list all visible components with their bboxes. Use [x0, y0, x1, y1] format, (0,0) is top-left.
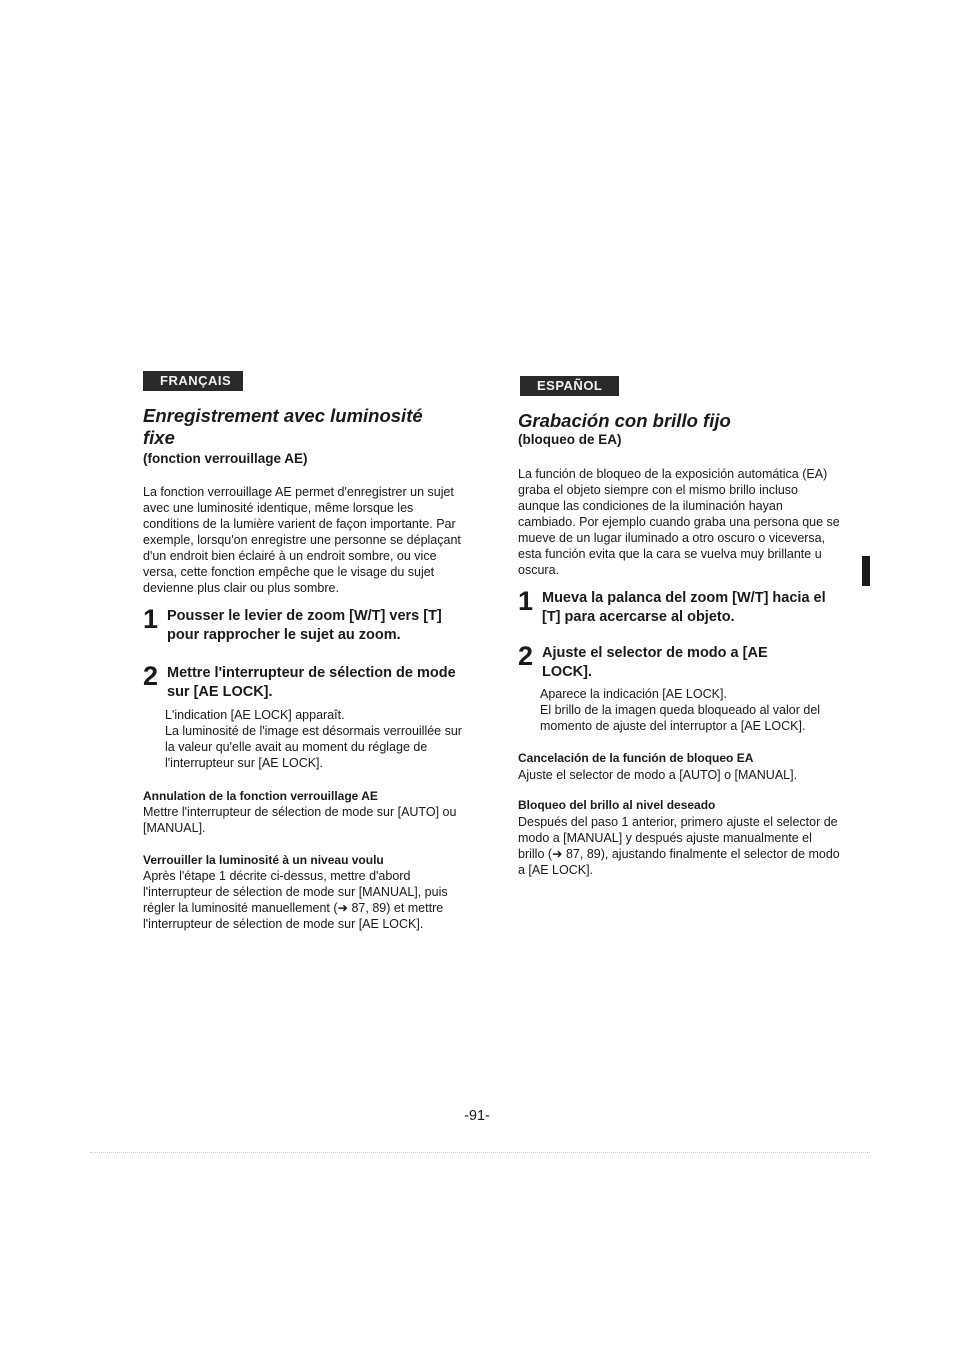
lock-text-es: Después del paso 1 anterior, primero ajuste el selector de modo a [MANUAL] y después ajuste manualmente el brillo (➜ 87, 89), ajustando finalmente el selector de modo a [AE LOCK]. [518, 815, 840, 877]
cancel-text-es: Ajuste el selector de modo a [AUTO] o [MANUAL]. [518, 768, 798, 782]
step-2-detail-es: Aparece la indicación [AE LOCK]. El brillo de la imagen queda bloqueado al valor del momento de ajuste del interruptor a [AE LOCK]. [540, 687, 821, 733]
lock-text-fr: Après l'étape 1 décrite ci-dessus, mettre d'abord l'interrupteur de sélection de mode sur [MANUAL], puis régler la luminosité manuellement (➜ 87, 89) et mettre l'interrupteur de sélection de mode sur [AE LOCK]. [143, 869, 448, 931]
title-line: fixe [143, 427, 175, 448]
step-number: 2 [518, 641, 534, 671]
step-1-fr [143, 604, 473, 645]
subtitle-fr: (fonction verrouillage AE) [143, 451, 308, 466]
lang-label: ESPAÑOL [537, 378, 603, 393]
cancel-text-fr: Mettre l'interrupteur de sélection de mode sur [AUTO] ou [MANUAL]. [143, 805, 457, 835]
step-text: Ajuste el selector de modo a [AE LOCK]. [542, 645, 768, 680]
step-2-es [518, 641, 840, 682]
step-2-fr [143, 661, 473, 702]
page-title-es: Grabación con brillo fijo [518, 410, 731, 431]
lock-heading-es: Bloqueo del brillo al nivel deseado [518, 798, 716, 812]
lang-label: FRANÇAIS [160, 373, 232, 388]
title-line: Enregistrement avec luminosité [143, 405, 423, 426]
step-number: 1 [518, 586, 534, 616]
subtitle-es: (bloqueo de EA) [518, 432, 622, 447]
step-2-detail-fr: L'indication [AE LOCK] apparaît. La luminosité de l'image est désormais verrouillée sur la valeur qu'elle avait au moment du réglage de l'interrupteur sur [AE LOCK]. [165, 708, 462, 770]
step-text: Mueva la palanca del zoom [W/T] hacia el [T] para acercarse al objeto. [542, 590, 826, 625]
cancel-heading-es: Cancelación de la función de bloqueo EA [518, 751, 754, 765]
lock-heading-fr: Verrouiller la luminosité à un niveau voulu [143, 853, 384, 867]
section-edge-marker [862, 556, 870, 586]
cancel-heading-fr: Annulation de la fonction verrouillage AE [143, 789, 378, 803]
intro-fr: La fonction verrouillage AE permet d'enregistrer un sujet avec une luminosité identique, même lorsque les conditions de la lumière varient de façon importante. Par exemple, lorsqu'on enregistre une personne se déplaçant d'un endroit bien éclairé à un endroit sombre, ou vice versa, cette fonction empêche que le visage du sujet devienne plus clair ou plus sombre. [143, 485, 461, 595]
footer-divider [90, 1152, 870, 1153]
intro-es: La función de bloqueo de la exposición automática (EA) graba el objeto siempre con el mismo brillo incluso aunque las condiciones de la iluminación hayan cambiado. Por ejemplo cuando graba una persona que se mueve de un lugar iluminado a otro oscuro o viceversa, esta función evita que la cara se vuelva muy brillante u oscura. [518, 467, 840, 577]
page-number: -91- [464, 1108, 490, 1124]
step-number: 2 [143, 661, 159, 691]
step-number: 1 [143, 604, 159, 634]
step-text: Mettre l'interrupteur de sélection de mode sur [AE LOCK]. [167, 665, 456, 700]
page-title-fr [143, 405, 473, 449]
lang-tag-espanol [520, 376, 619, 396]
lang-tag-francais [143, 371, 243, 391]
step-1-es [518, 586, 840, 627]
step-text: Pousser le levier de zoom [W/T] vers [T] pour rapprocher le sujet au zoom. [167, 608, 442, 643]
